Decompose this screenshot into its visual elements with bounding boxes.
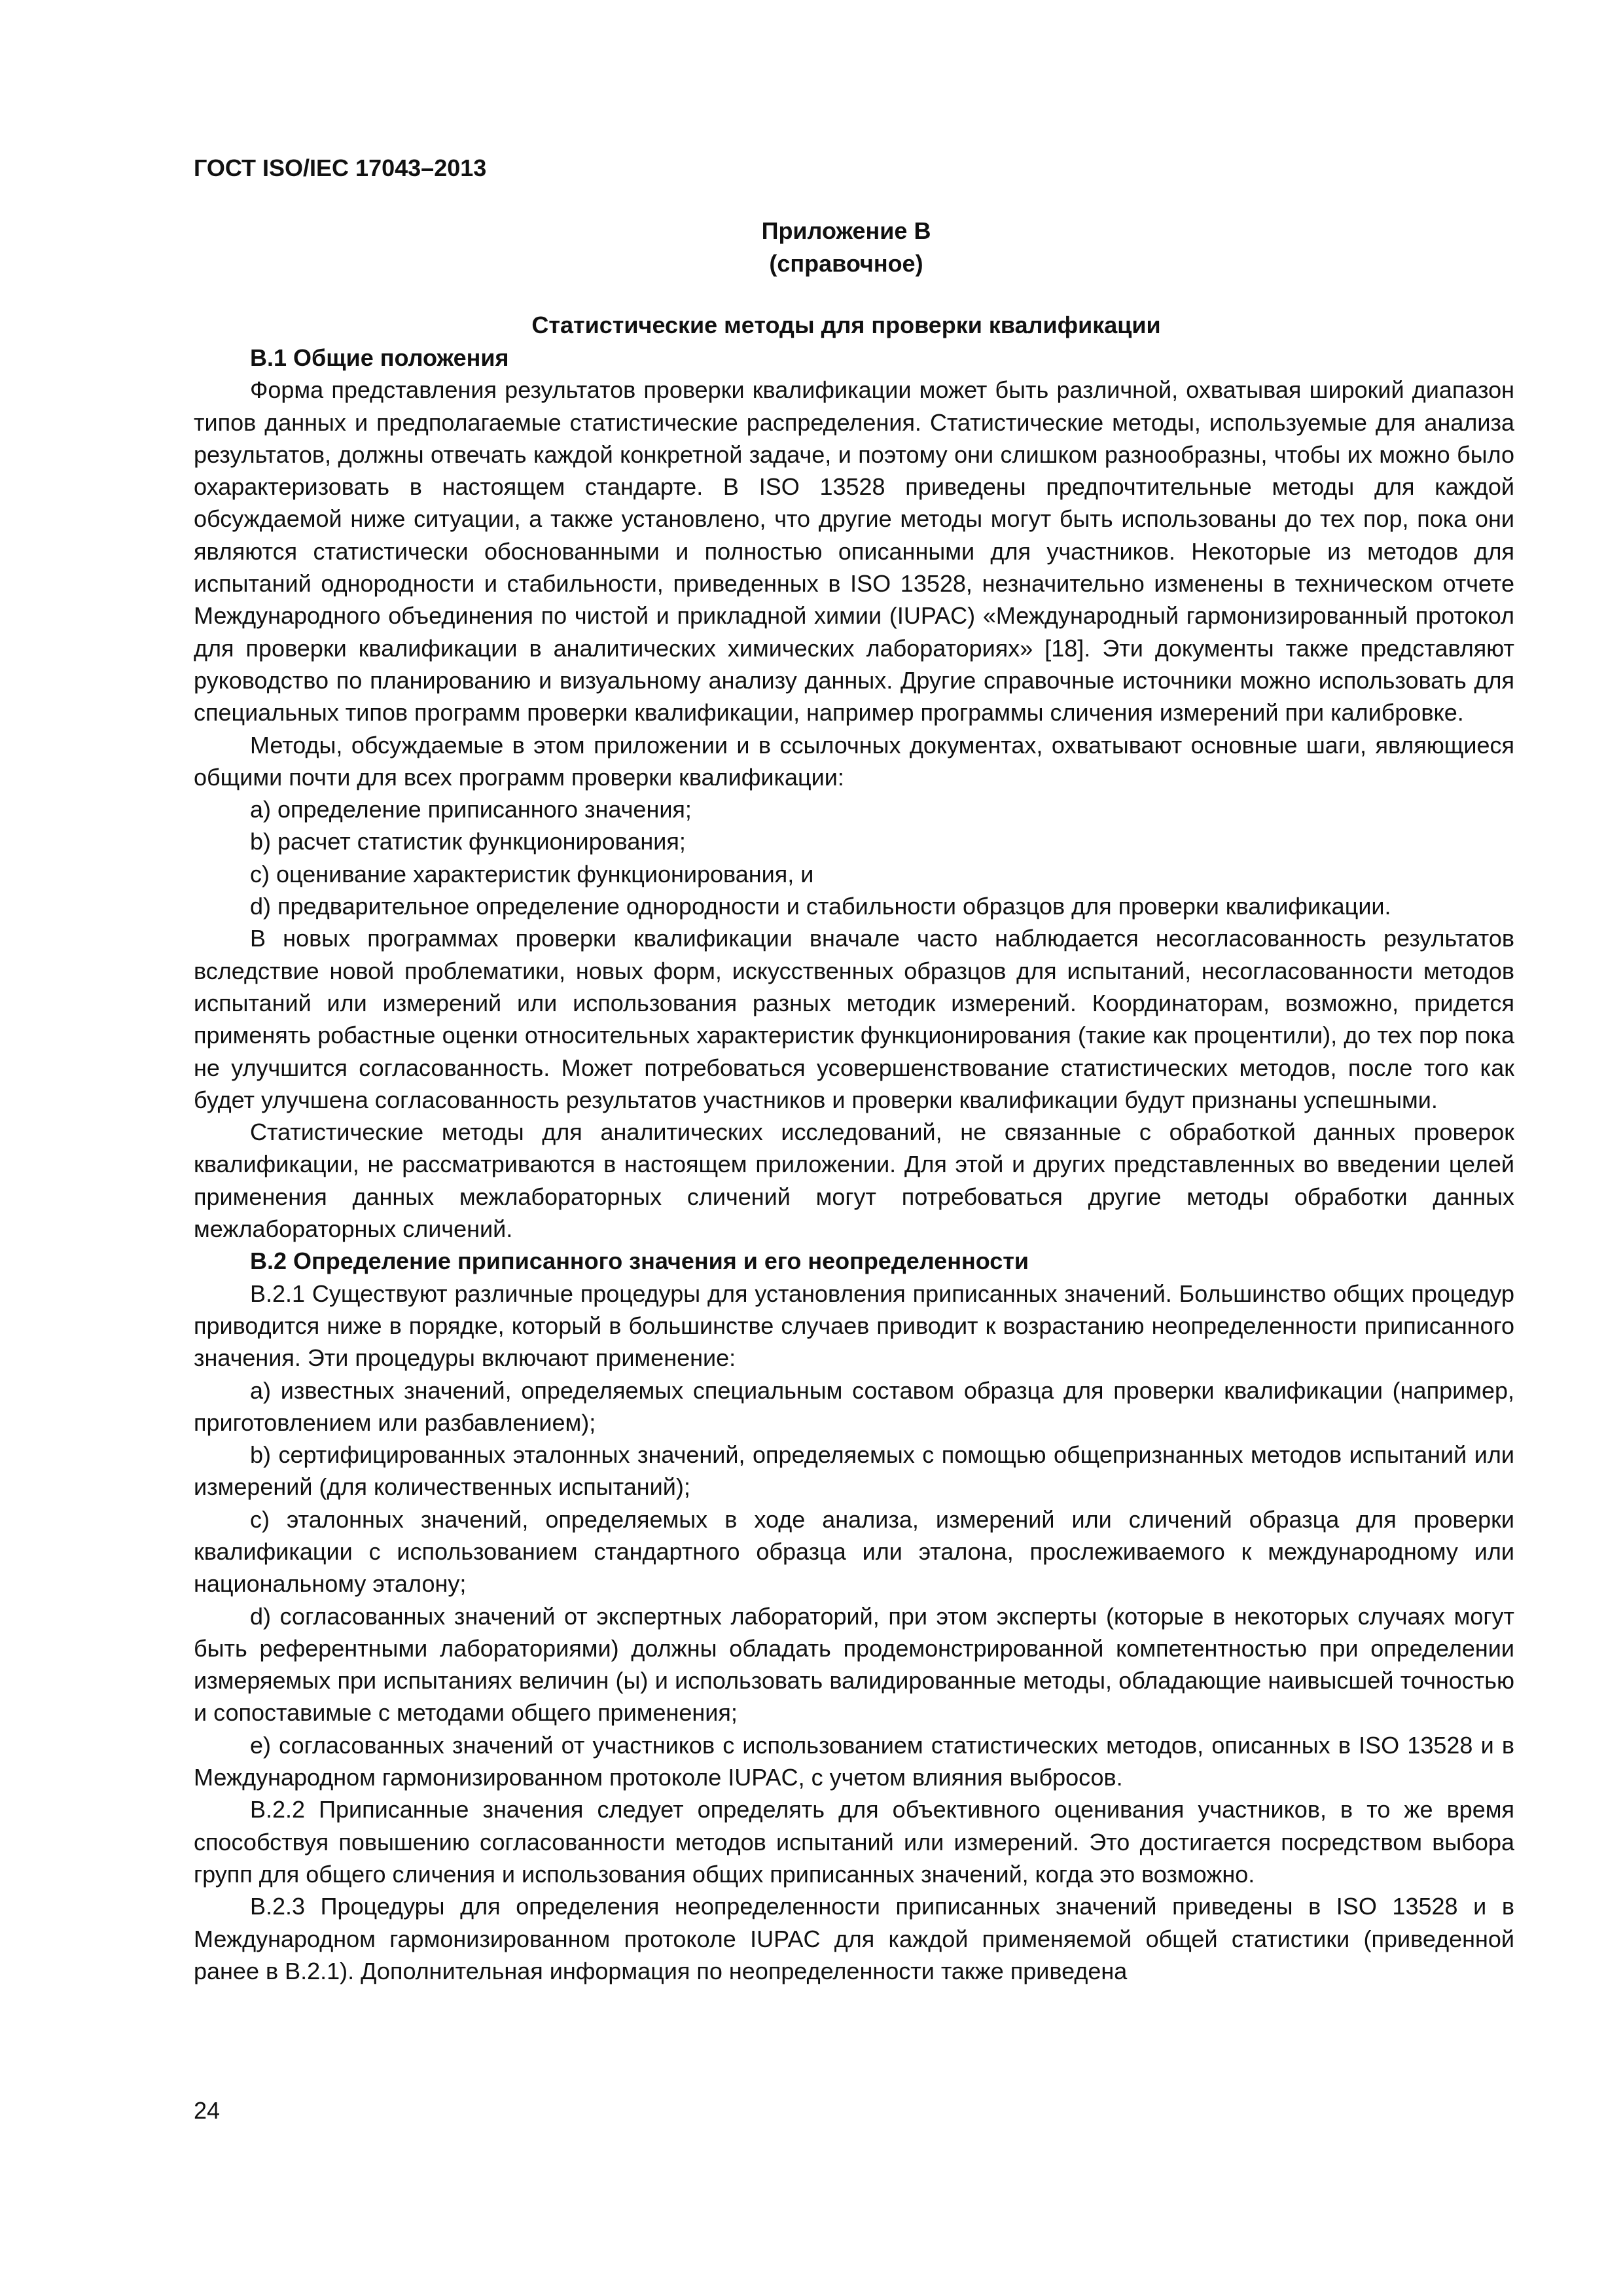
appendix-title: Приложение B <box>761 217 931 244</box>
body-paragraph: d) согласованных значений от экспертных лабораторий, при этом эксперты (которые в некоторых случаях могут быть референтными лабораториями) должны обладать продемонстрированной компетентностью при определении измеряемых при испытаниях величин (ы) и использовать валидированные методы, обладающие наивысшей точностью и сопоставимые с методами общего применения; <box>194 1602 1514 1727</box>
document-body <box>194 342 1514 1987</box>
body-paragraph: b) сертифицированных эталонных значений, определяемых с помощью общепризнанных методов испытаний или измерений (для количественных испытаний); <box>194 1441 1514 1501</box>
section-heading: B.1 Общие положения <box>250 344 509 371</box>
appendix-subject: Статистические методы для проверки квалификации <box>531 312 1161 338</box>
body-paragraph: c) эталонных значений, определяемых в ходе анализа, измерений или сличений образца для проверки квалификации с использованием стандартного образца или эталона, прослеживаемого к международному или национальному эталону; <box>194 1505 1514 1598</box>
appendix-note: (справочное) <box>769 250 923 277</box>
section-heading: B.2 Определение приписанного значения и его неопределенности <box>250 1247 1029 1275</box>
body-paragraph: a) известных значений, определяемых специальным составом образца для проверки квалификации (например, приготовлением или разбавлением); <box>194 1376 1514 1436</box>
body-paragraph: e) согласованных значений от участников с использованием статистических методов, описанных в ISO 13528 и в Международном гармонизированном протоколе IUPAC, с учетом влияния выбросов. <box>194 1731 1514 1791</box>
body-paragraph: c) оценивание характеристик функционирования, и <box>250 860 814 888</box>
page-number: 24 <box>194 2097 221 2124</box>
body-paragraph: Методы, обсуждаемые в этом приложении и в ссылочных документах, охватывают основные шаги, являющиеся общими почти для всех программ проверки квалификации: <box>194 731 1514 791</box>
body-paragraph: Статистические методы для аналитических исследований, не связанные с обработкой данных проверок квалификации, не рассматриваются в настоящем приложении. Для этой и других представленных во введении целей применения данных межлабораторных сличений могут потребоваться другие методы обработки данных межлабораторных сличений. <box>194 1119 1514 1243</box>
body-paragraph: B.2.3 Процедуры для определения неопределенности приписанных значений приведены в ISO 13528 и в Международном гармонизированном протоколе IUPAC для каждой применяемой общей статистики (приведенной ранее в B.2.1). Дополнительная информация по неопределенности также приведена <box>194 1893 1514 1984</box>
body-paragraph: a) определение приписанного значения; <box>250 796 692 823</box>
document-code-header: ГОСТ ISO/IEC 17043–2013 <box>194 154 487 181</box>
body-paragraph: B.2.2 Приписанные значения следует определять для объективного оценивания участников, в то же время способствуя повышению согласованности методов испытаний или измерений. Это достигается посредством выбора групп для общего сличения и использования общих приписанных значений, когда это возможно. <box>194 1796 1514 1888</box>
body-paragraph: Форма представления результатов проверки квалификации может быть различной, охватывая широкий диапазон типов данных и предполагаемые статистические распределения. Статистические методы, используемые для анализа результатов, должны отвечать каждой конкретной задаче, и поэтому они слишком разнообразны, чтобы их можно было охарактеризовать в настоящем стандарте. В ISO 13528 приведены предпочтительные методы для каждой обсуждаемой ниже ситуации, а также установлено, что другие методы могут быть использованы до тех пор, пока они являются статистически обоснованными и полностью описанными для участников. Некоторые из методов для испытаний однородности и стабильности, приведенных в ISO 13528, незначительно изменены в техническом отчете Международного объединения по чистой и прикладной химии (IUPAC) «Международный гармонизированный протокол для проверки квалификации в аналитических химических лабораториях» [18]. Эти документы также представляют руководство по планированию и визуальному анализу данных. Другие справочные источники можно использовать для специальных типов программ проверки квалификации, например программы сличения измерений при калибровке. <box>194 376 1514 726</box>
body-paragraph: В новых программах проверки квалификации вначале часто наблюдается несогласованность результатов вследствие новой проблематики, новых форм, искусственных образцов для испытаний, несогласованности методов испытаний или измерений или использования разных методик измерений. Координаторам, возможно, придется применять робастные оценки относительных характеристик функционирования (такие как процентили), до тех пор пока не улучшится согласованность. Может потребоваться усовершенствование статистических методов, после того как будет улучшена согласованность результатов участников и проверки квалификации будут признаны успешными. <box>194 925 1514 1113</box>
body-paragraph: b) расчет статистик функционирования; <box>250 828 686 855</box>
body-paragraph: B.2.1 Существуют различные процедуры для установления приписанных значений. Большинство общих процедур приводится ниже в порядке, который в большинстве случаев приводит к возрастанию неопределенности приписанного значения. Эти процедуры включают применение: <box>194 1280 1514 1372</box>
body-paragraph: d) предварительное определение однородности и стабильности образцов для проверки квалификации. <box>250 893 1391 920</box>
